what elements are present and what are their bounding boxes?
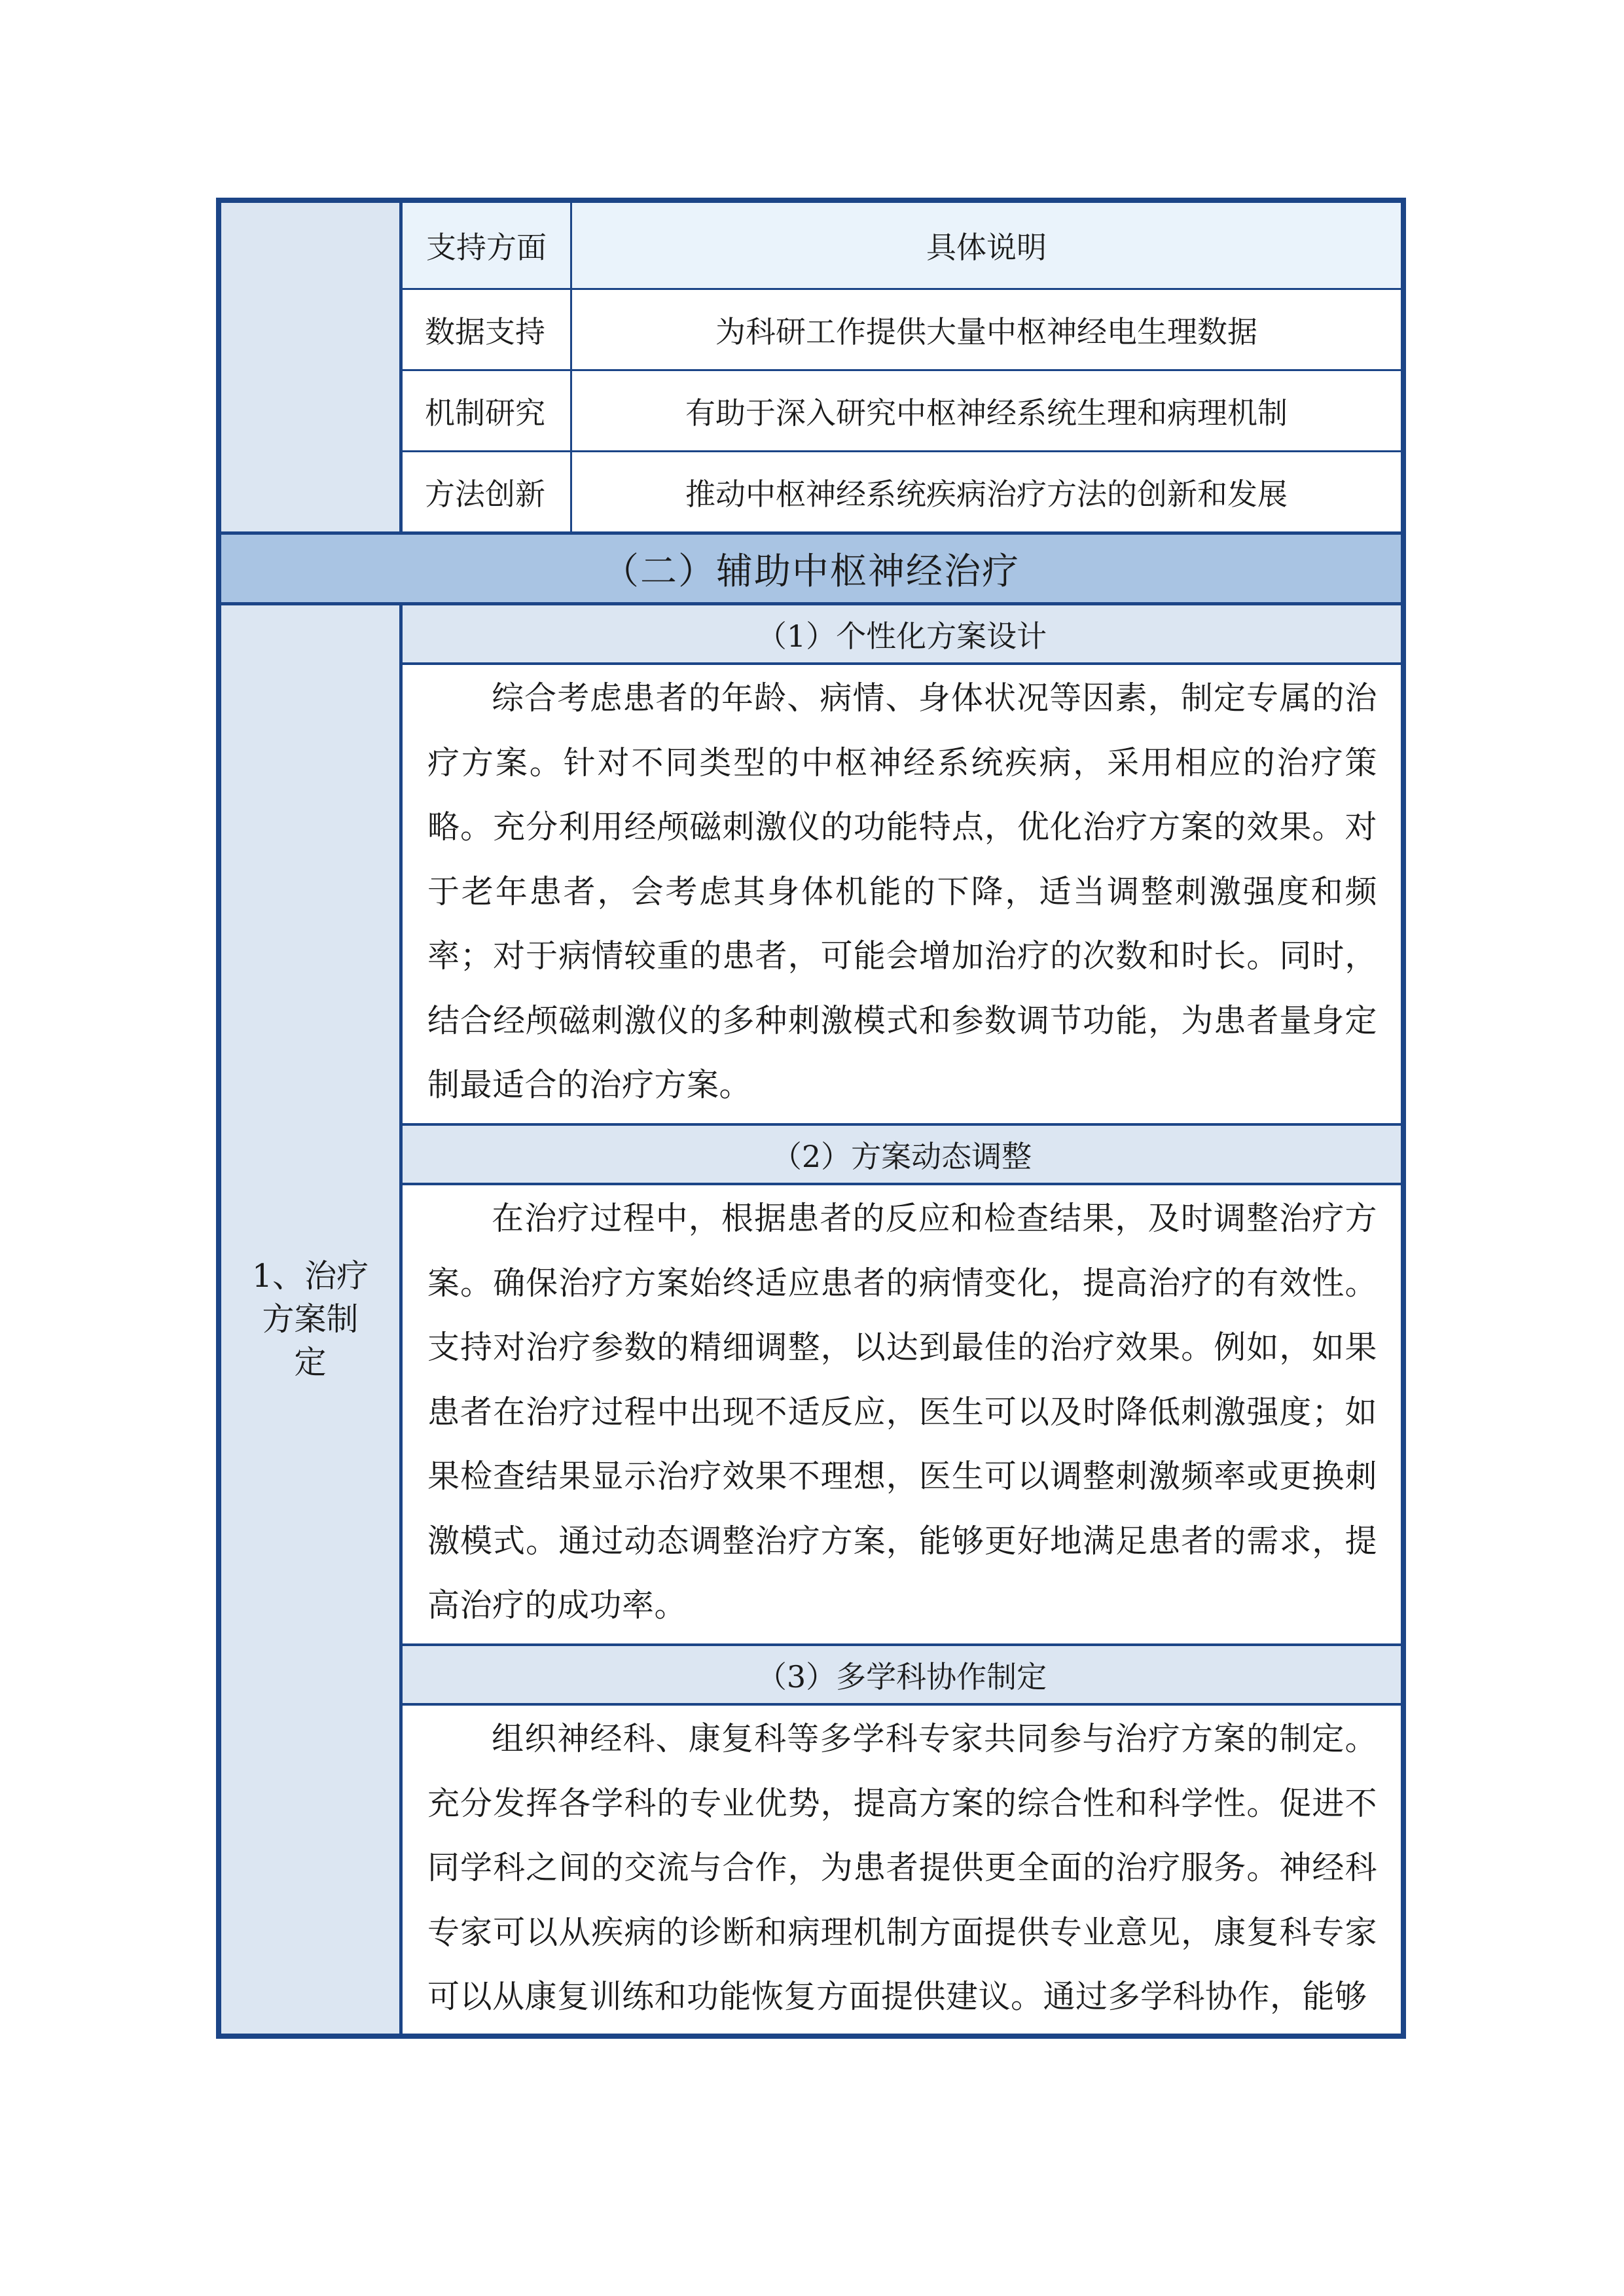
subsection-title: （1）个性化方案设计	[403, 605, 1401, 662]
document-table	[216, 198, 1406, 2039]
subsection-paragraph: 组织神经科、康复科等多学科专家共同参与治疗方案的制定。充分发挥各学科的专业优势，提高方案的综合性和科学性。促进不同学科之间的交流与合作，为患者提供更全面的治疗服务。神经科专家可以从疾病的诊断和病理机制方面提供专业意见，康复科专家可以从康复训练和功能恢复方面提供建议。通过多学科协作，能够	[427, 1720, 1377, 2015]
table-row-aspect: 方法创新	[425, 476, 545, 512]
subsection-title: （3）多学科协作制定	[403, 1646, 1401, 1703]
header-detail: 具体说明	[572, 203, 1401, 288]
table-row-detail: 为科研工作提供大量中枢神经电生理数据	[715, 314, 1257, 350]
section-title: （二）辅助中枢神经治疗	[221, 535, 1401, 602]
table-row-aspect: 数据支持	[425, 314, 545, 350]
left-column-top	[221, 203, 399, 531]
header-aspect: 支持方面	[403, 203, 570, 288]
subsection-title: （2）方案动态调整	[403, 1126, 1401, 1183]
table-row-aspect: 机制研究	[425, 395, 545, 431]
subsection-paragraph: 综合考虑患者的年龄、病情、身体状况等因素，制定专属的治疗方案。针对不同类型的中枢神经系统疾病，采用相应的治疗策略。充分利用经颅磁刺激仪的功能特点，优化治疗方案的效果。对于老年患者，会考虑其身体机能的下降，适当调整刺激强度和频率；对于病情较重的患者，可能会增加治疗的次数和时长。同时，结合经颅磁刺激仪的多种刺激模式和参数调节功能，为患者量身定制最适合的治疗方案。	[427, 679, 1377, 1103]
row-label: 1、治疗 方案制 定	[221, 605, 399, 2034]
table-row-detail: 推动中枢神经系统疾病治疗方法的创新和发展	[685, 476, 1288, 512]
table-row-detail: 有助于深入研究中枢神经系统生理和病理机制	[685, 395, 1288, 431]
subsection-paragraph: 在治疗过程中，根据患者的反应和检查结果，及时调整治疗方案。确保治疗方案始终适应患者的病情变化，提高治疗的有效性。支持对治疗参数的精细调整，以达到最佳的治疗效果。例如，如果患者在治疗过程中出现不适反应，医生可以及时降低刺激强度；如果检查结果显示治疗效果不理想，医生可以调整刺激频率或更换刺激模式。通过动态调整治疗方案，能够更好地满足患者的需求，提高治疗的成功率。	[427, 1200, 1377, 1624]
